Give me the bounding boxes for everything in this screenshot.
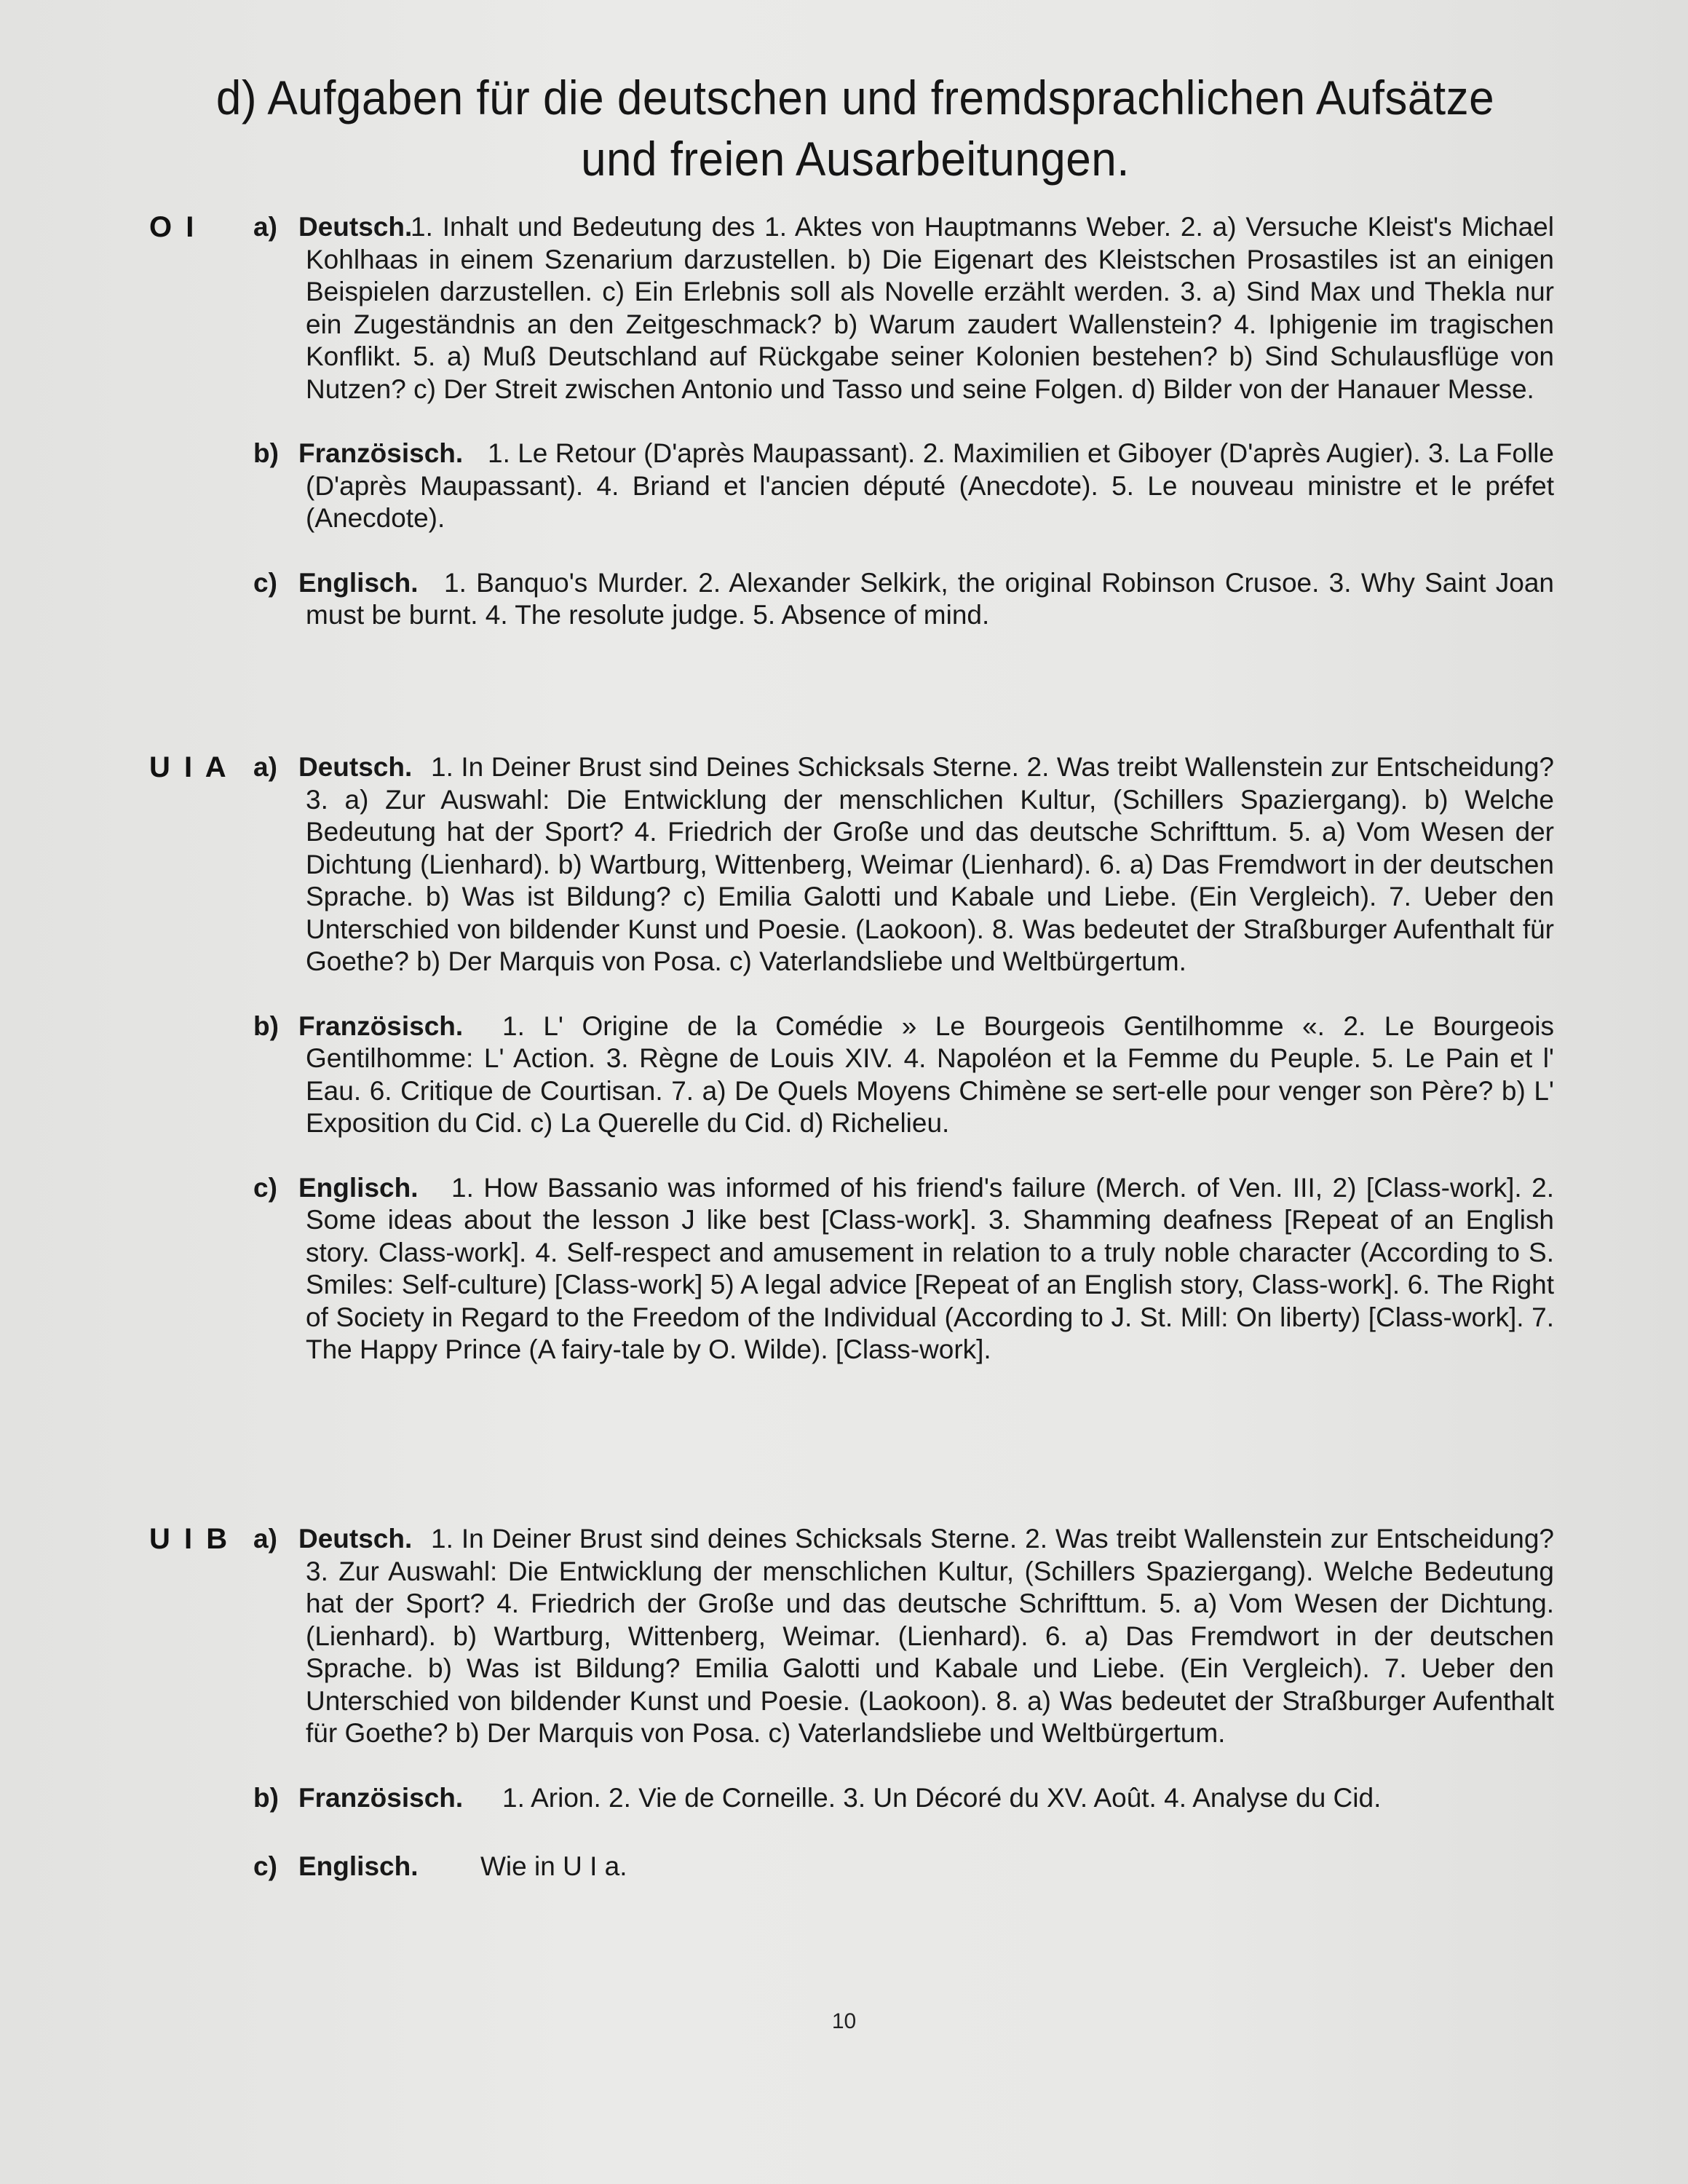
- entry-marker: b): [253, 438, 279, 468]
- entry-text: 1. Banquo's Murder. 2. Alexander Selkirk, the original Robinson Crusoe. 3. Why Saint Joan must be burnt. 4. The resolute judge. 5. Absence of mind.: [306, 567, 1554, 630]
- subject-label: Französisch.: [298, 438, 464, 468]
- section-u-i-b: [149, 1523, 1554, 1883]
- subject-label: Deutsch.: [298, 212, 413, 242]
- entry-marker: a): [253, 1524, 277, 1554]
- entry-text: 1. In Deiner Brust sind Deines Schicksals Sterne. 2. Was treibt Wallenstein zur Entscheidung? 3. a) Zur Auswahl: Die Entwicklung der menschlichen Kultur, (Schillers Spaziergang). b) Welche Bedeutung hat der Sport? 4. Friedrich der Große und das deutsche Schrifttum. 5. a) Vom Wesen der Dichtung (Lienhard). b) Wartburg, Wittenberg, Weimar (Lienhard). 6. a) Das Fremdwort in der deutschen Sprache. b) Was ist Bildung? c) Emilia Galotti und Kabale und Liebe. (Ein Vergleich). 7. Ueber den Unterschied von bildender Kunst und Poesie. (Laokoon). 8. Was bedeutet der Straßburger Aufenthalt für Goethe? b) Der Marquis von Posa. c) Vaterlandsliebe und Weltbürgertum.: [306, 752, 1554, 976]
- subject-label: Deutsch.: [298, 752, 413, 782]
- entry-marker: a): [253, 212, 277, 242]
- section-u-i-a: [149, 751, 1554, 1366]
- subject-label: Englisch.: [298, 1172, 419, 1203]
- entry-marker: a): [253, 752, 277, 782]
- entry-text: 1. In Deiner Brust sind deines Schicksals Sterne. 2. Was treibt Wallenstein zur Entscheidung? 3. Zur Auswahl: Die Entwicklung der menschlichen Kultur, (Schillers Spaziergang). Welche Bedeutung hat der Sport? 4. Friedrich der Große und das deutsche Schrifttum. 5. a) Vom Wesen der Dichtung. (Lienhard). b) Wartburg, Wittenberg, Weimar. (Lienhard). 6. a) Das Fremdwort in der deutschen Sprache. b) Was ist Bildung? Emilia Galotti und Kabale und Liebe. (Ein Vergleich). 7. Ueber den Unterschied von bildender Kunst und Poesie. (Laokoon). 8. a) Was bedeutet der Straßburger Aufenthalt für Goethe? b) Der Marquis von Posa. c) Vaterlandsliebe und Weltbürgertum.: [306, 1524, 1554, 1748]
- entry-englisch: [253, 1172, 1554, 1366]
- section-o-i: [149, 211, 1554, 632]
- class-label: U I B: [149, 1523, 231, 1555]
- entry-text: 1. Inhalt und Bedeutung des 1. Aktes von Hauptmanns Weber. 2. a) Versuche Kleist's Michael Kohlhaas in einem Szenarium darzustellen. b) Die Eigenart des Kleistschen Prosastiles ist an einigen Beispielen darzustellen. c) Ein Erlebnis soll als Novelle erzählt werden. 3. a) Sind Max und Thekla nur ein Zugeständnis an den Zeitgeschmack? b) Warum zaudert Wallenstein? 4. Iphigenie im tragischen Konflikt. 5. a) Muß Deutschland auf Rückgabe seiner Kolonien bestehen? b) Sind Schulausflüge von Nutzen? c) Der Streit zwischen Antonio und Tasso und seine Folgen. d) Bilder von der Hanauer Messe.: [306, 212, 1554, 404]
- title-line-2: und freien Ausarbeitungen.: [581, 132, 1130, 186]
- entry-text: 1. How Bassanio was informed of his friend's failure (Merch. of Ven. III, 2) [Class-work]. 2. Some ideas about the lesson J like best [Class-work]. 3. Shamming deafness [Repeat of an English story. Class-work]. 4. Self-respect and amusement in relation to a truly noble character (According to S. Smiles: Self-culture) [Class-work] 5) A legal advice [Repeat of an English story, Class-work]. 6. The Right of Society in Regard to the Freedom of the Individual (According to J. St. Mill: On liberty) [Class-work]. 7. The Happy Prince (A fairy-tale by O. Wilde). [Class-work].: [306, 1172, 1554, 1364]
- entry-text: Wie in U I a.: [480, 1851, 627, 1881]
- entry-franzoesisch: [253, 438, 1554, 535]
- entry-marker: b): [253, 1010, 279, 1041]
- entry-englisch: [253, 567, 1554, 632]
- subject-label: Französisch.: [298, 1782, 464, 1813]
- subject-label: Deutsch.: [298, 1524, 413, 1554]
- page-title: [189, 67, 1523, 189]
- entry-deutsch: [253, 211, 1554, 405]
- entry-marker: c): [253, 1851, 277, 1881]
- class-label: O I: [149, 211, 197, 243]
- page-number: 10: [831, 2009, 857, 2033]
- title-line-1: d) Aufgaben für die deutschen und fremdsprachlichen Aufsätze: [215, 71, 1495, 124]
- entry-text: 1. L' Origine de la Comédie » Le Bourgeois Gentilhomme «. 2. Le Bourgeois Gentilhomme: L' Action. 3. Règne de Louis XIV. 4. Napoléon et la Femme du Peuple. 5. Le Pain et l' Eau. 6. Critique de Courtisan. 7. a) De Quels Moyens Chimène se sert-elle pour venger son Père? b) L' Exposition du Cid. c) La Querelle du Cid. d) Richelieu.: [306, 1010, 1554, 1138]
- entry-deutsch: [253, 751, 1554, 978]
- entry-text: 1. Le Retour (D'après Maupassant). 2. Maximilien et Giboyer (D'après Augier). 3. La Folle (D'après Maupassant). 4. Briand et l'ancien député (Anecdote). 5. Le nouveau ministre et le préfet (Anecdote).: [306, 438, 1554, 533]
- entry-franzoesisch: [253, 1782, 1554, 1815]
- entry-franzoesisch: [253, 1010, 1554, 1140]
- entry-marker: b): [253, 1782, 279, 1813]
- entry-text: 1. Arion. 2. Vie de Corneille. 3. Un Décoré du XV. Août. 4. Analyse du Cid.: [502, 1782, 1382, 1813]
- entry-englisch: [253, 1851, 1554, 1883]
- class-label: U I A: [149, 751, 229, 783]
- entry-deutsch: [253, 1523, 1554, 1750]
- subject-label: Französisch.: [298, 1010, 464, 1041]
- subject-label: Englisch.: [298, 567, 419, 598]
- subject-label: Englisch.: [298, 1851, 419, 1881]
- entry-marker: c): [253, 1172, 277, 1203]
- entry-marker: c): [253, 567, 277, 598]
